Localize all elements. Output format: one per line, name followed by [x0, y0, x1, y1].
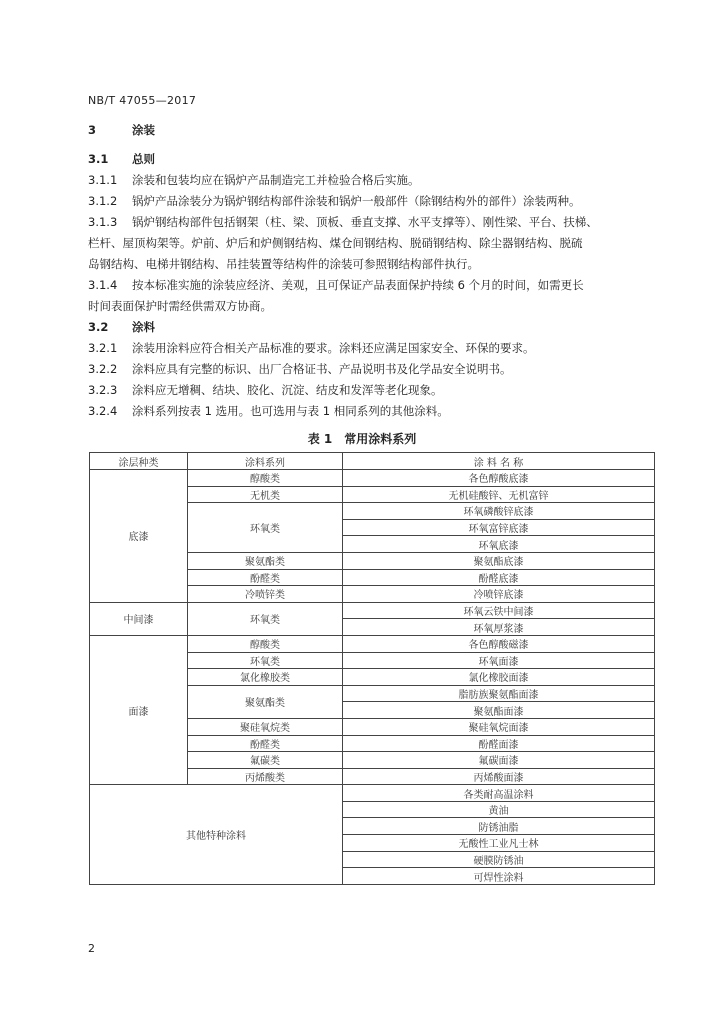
layer-cell: 面漆	[90, 635, 188, 784]
name-cell: 聚硅氧烷面漆	[343, 718, 655, 735]
name-cell: 环氧云铁中间漆	[343, 602, 655, 619]
series-cell: 冷喷锌类	[188, 586, 343, 603]
series-cell: 氯化橡胶类	[188, 669, 343, 686]
name-cell: 环氧厚浆漆	[343, 619, 655, 636]
name-cell: 硬膜防锈油	[343, 851, 655, 868]
table-row	[90, 470, 655, 487]
series-cell: 聚氨酯类	[188, 685, 343, 718]
clause-text: 涂料应具有完整的标识、出厂合格证书、产品说明书及化学品安全说明书。	[132, 362, 512, 376]
clause-number: 3.1.2	[88, 194, 118, 208]
series-cell: 氟碳类	[188, 752, 343, 769]
name-cell: 环氧磷酸锌底漆	[343, 503, 655, 520]
series-cell: 聚氨酯类	[188, 552, 343, 569]
clause-number: 3.2.3	[88, 383, 118, 397]
name-cell: 可焊性涂料	[343, 868, 655, 885]
name-cell: 各色醇酸磁漆	[343, 635, 655, 652]
section-title: 涂装	[132, 123, 155, 137]
clause-number: 3.2.1	[88, 341, 118, 355]
section-3-2-heading	[88, 319, 155, 336]
section-number: 3	[88, 123, 97, 137]
name-cell: 黄油	[343, 801, 655, 818]
name-cell: 各色醇酸底漆	[343, 470, 655, 487]
name-cell: 环氧底漆	[343, 536, 655, 553]
name-cell: 各类耐高温涂料	[343, 785, 655, 802]
section-title: 涂料	[132, 320, 155, 334]
clause-text: 锅炉产品涂装分为锅炉钢结构部件涂装和锅炉一般部件（除钢结构外的部件）涂装两种。	[132, 194, 581, 208]
clause-text-line: 按本标准实施的涂装应经济、美观，且可保证产品表面保护持续 6 个月的时间，如需更长	[132, 278, 584, 292]
section-title: 总则	[132, 152, 155, 166]
name-cell: 酚醛底漆	[343, 569, 655, 586]
clause-number: 3.1.4	[88, 278, 118, 292]
header-name: 涂 料 名 称	[343, 453, 655, 470]
header-series: 涂料系列	[188, 453, 343, 470]
name-cell: 无机硅酸锌、无机富锌	[343, 486, 655, 503]
series-cell: 聚硅氧烷类	[188, 718, 343, 735]
document-code: NB/T 47055—2017	[88, 94, 197, 107]
clause-3-2-2	[88, 361, 512, 378]
name-cell: 丙烯酸面漆	[343, 768, 655, 785]
header-layer: 涂层种类	[90, 453, 188, 470]
clause-3-1-2	[88, 193, 581, 210]
clause-number: 3.1.1	[88, 173, 118, 187]
name-cell: 氯化橡胶面漆	[343, 669, 655, 686]
page-number: 2	[88, 942, 95, 955]
clause-3-1-4	[88, 277, 584, 294]
clause-number: 3.1.3	[88, 215, 118, 229]
table-row	[90, 602, 655, 619]
name-cell: 聚氨酯面漆	[343, 702, 655, 719]
name-cell: 脂肪族聚氨酯面漆	[343, 685, 655, 702]
clause-3-1-3-line-2: 栏杆、屋顶构架等。炉前、炉后和炉侧钢结构、煤仓间钢结构、脱硝钢结构、除尘器钢结构、脱硫	[88, 236, 583, 250]
series-cell: 酚醛类	[188, 735, 343, 752]
series-cell: 环氧类	[188, 602, 343, 635]
layer-cell: 底漆	[90, 470, 188, 603]
clause-3-2-4	[88, 403, 449, 420]
series-cell: 醇酸类	[188, 635, 343, 652]
series-cell: 酚醛类	[188, 569, 343, 586]
name-cell: 冷喷锌底漆	[343, 586, 655, 603]
table-row	[90, 785, 655, 802]
clause-text: 涂装和包装均应在锅炉产品制造完工并检验合格后实施。	[132, 173, 420, 187]
clause-text: 涂装用涂料应符合相关产品标准的要求。涂料还应满足国家安全、环保的要求。	[132, 341, 535, 355]
clause-number: 3.2.2	[88, 362, 118, 376]
name-cell: 环氧面漆	[343, 652, 655, 669]
table-row	[90, 635, 655, 652]
section-3-1-heading	[88, 151, 155, 168]
clause-3-1-3-line-3: 岛钢结构、电梯井钢结构、吊挂装置等结构件的涂装可参照钢结构部件执行。	[88, 257, 479, 271]
name-cell: 环氧富锌底漆	[343, 519, 655, 536]
clause-3-2-3	[88, 382, 443, 399]
name-cell: 酚醛面漆	[343, 735, 655, 752]
layer-cell: 中间漆	[90, 602, 188, 635]
layer-cell: 其他特种涂料	[90, 785, 343, 885]
table-header-row	[90, 453, 655, 470]
series-cell: 无机类	[188, 486, 343, 503]
clause-text: 涂料系列按表 1 选用。也可选用与表 1 相同系列的其他涂料。	[132, 404, 449, 418]
clause-3-1-1	[88, 172, 420, 189]
series-cell: 醇酸类	[188, 470, 343, 487]
clause-3-1-3	[88, 214, 598, 231]
series-cell: 丙烯酸类	[188, 768, 343, 785]
section-3-heading	[88, 122, 155, 139]
series-cell: 环氧类	[188, 652, 343, 669]
clause-text: 涂料应无增稠、结块、胶化、沉淀、结皮和发浑等老化现象。	[132, 383, 443, 397]
name-cell: 防锈油脂	[343, 818, 655, 835]
clause-3-2-1	[88, 340, 535, 357]
clause-3-1-4-line-2: 时间表面保护时需经供需双方协商。	[88, 299, 272, 313]
clause-number: 3.2.4	[88, 404, 118, 418]
series-cell: 环氧类	[188, 503, 343, 553]
name-cell: 聚氨酯底漆	[343, 552, 655, 569]
section-number: 3.2	[88, 320, 109, 334]
paint-series-table	[89, 452, 655, 885]
table-caption: 表 1 常用涂料系列	[307, 432, 417, 446]
clause-text-line: 锅炉钢结构部件包括钢架（柱、梁、顶板、垂直支撑、水平支撑等）、刚性梁、平台、扶梯、	[132, 215, 598, 229]
section-number: 3.1	[88, 152, 109, 166]
name-cell: 氟碳面漆	[343, 752, 655, 769]
name-cell: 无酸性工业凡士林	[343, 835, 655, 852]
